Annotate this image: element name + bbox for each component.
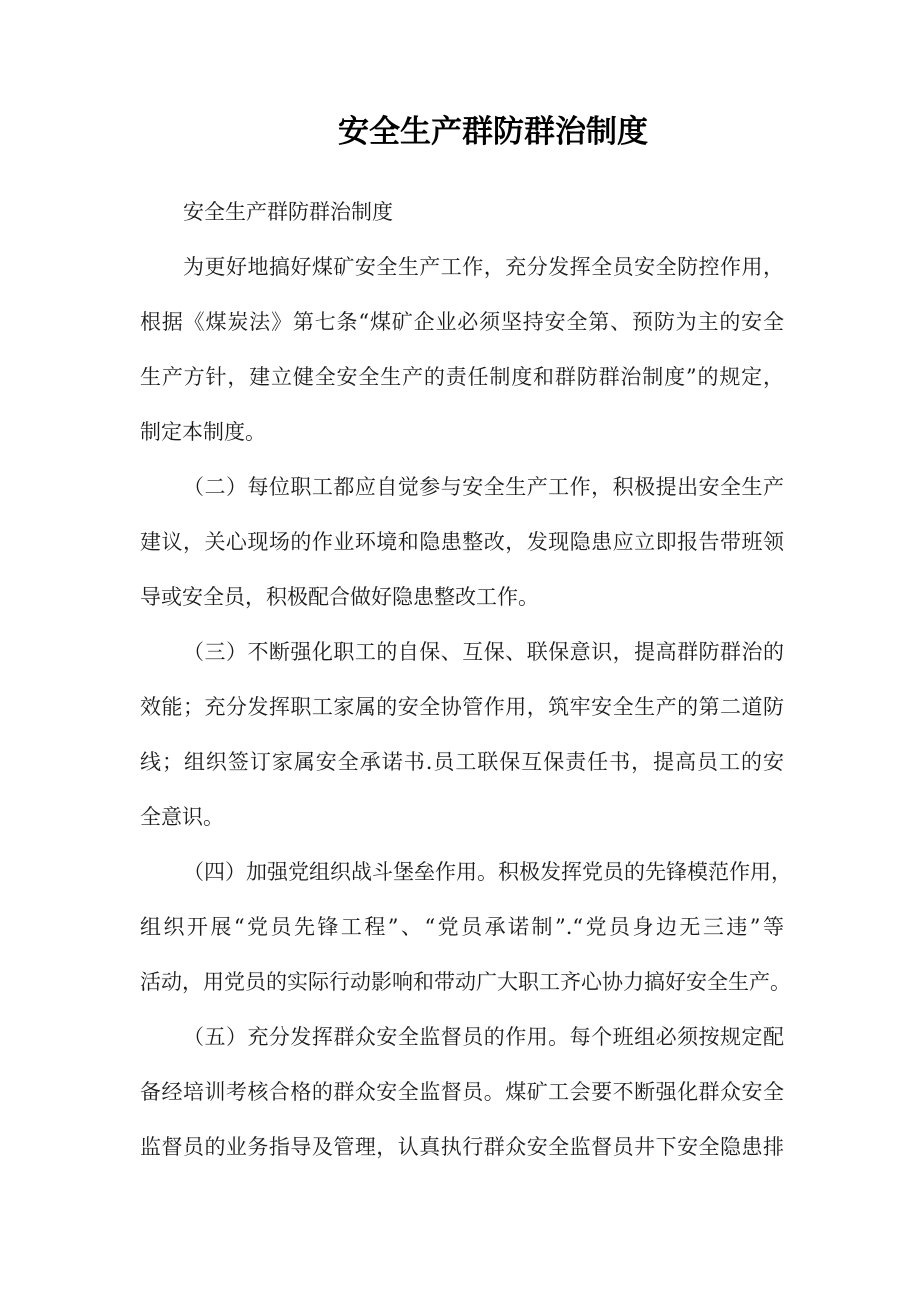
text-line: 建议，关心现场的作业环境和隐患整改，发现隐患应立即报告带班领 <box>140 530 784 554</box>
text-line: 根据《煤炭法》第七条“煤矿企业必须坚持安全第、预防为主的安全 <box>140 310 784 334</box>
text-line: （三）不断强化职工的自保、互保、联保意识，提高群防群治的 <box>183 640 784 664</box>
document-title: 安全生产群防群治制度 <box>338 114 648 150</box>
text-line: 效能；充分发挥职工家属的安全协管作用，筑牢安全生产的第二道防 <box>140 695 784 719</box>
text-line: 活动，用党员的实际行动影响和带动广大职工齐心协力搞好安全生产。 <box>140 970 791 994</box>
text-line: 全意识。 <box>140 805 224 829</box>
text-line: （五）充分发挥群众安全监督员的作用。每个班组必须按规定配 <box>183 1025 784 1049</box>
paragraph-section-2 <box>140 469 784 634</box>
paragraph-section-3 <box>140 634 784 854</box>
paragraph-section-4 <box>140 854 792 1019</box>
text-line: 制定本制度。 <box>140 420 266 444</box>
text-line: 组织开展“党员先锋工程”、“党员承诺制”.“党员身边无三违”等 <box>140 915 784 939</box>
text-line: （四）加强党组织战斗堡垒作用。积极发挥党员的先锋模范作用， <box>183 860 792 884</box>
document-subtitle: 安全生产群防群治制度 <box>183 200 393 224</box>
paragraph-section-5 <box>140 1019 784 1184</box>
text-line: 线；组织签订家属安全承诺书.员工联保互保责任书，提高员工的安 <box>140 750 784 774</box>
text-line: 为更好地搞好煤矿安全生产工作，充分发挥全员安全防控作用， <box>183 255 784 279</box>
paragraph-intro <box>140 249 784 469</box>
text-line: 导或安全员，积极配合做好隐患整改工作。 <box>140 585 539 609</box>
text-line: 生产方针，建立健全安全生产的责任制度和群防群治制度”的规定， <box>140 365 784 389</box>
text-line: 监督员的业务指导及管理，认真执行群众安全监督员井下安全隐患排 <box>140 1135 784 1159</box>
text-line: 备经培训考核合格的群众安全监督员。煤矿工会要不断强化群众安全 <box>140 1080 784 1104</box>
text-line: （二）每位职工都应自觉参与安全生产工作，积极提出安全生产 <box>183 475 784 499</box>
document-body <box>140 194 792 1184</box>
